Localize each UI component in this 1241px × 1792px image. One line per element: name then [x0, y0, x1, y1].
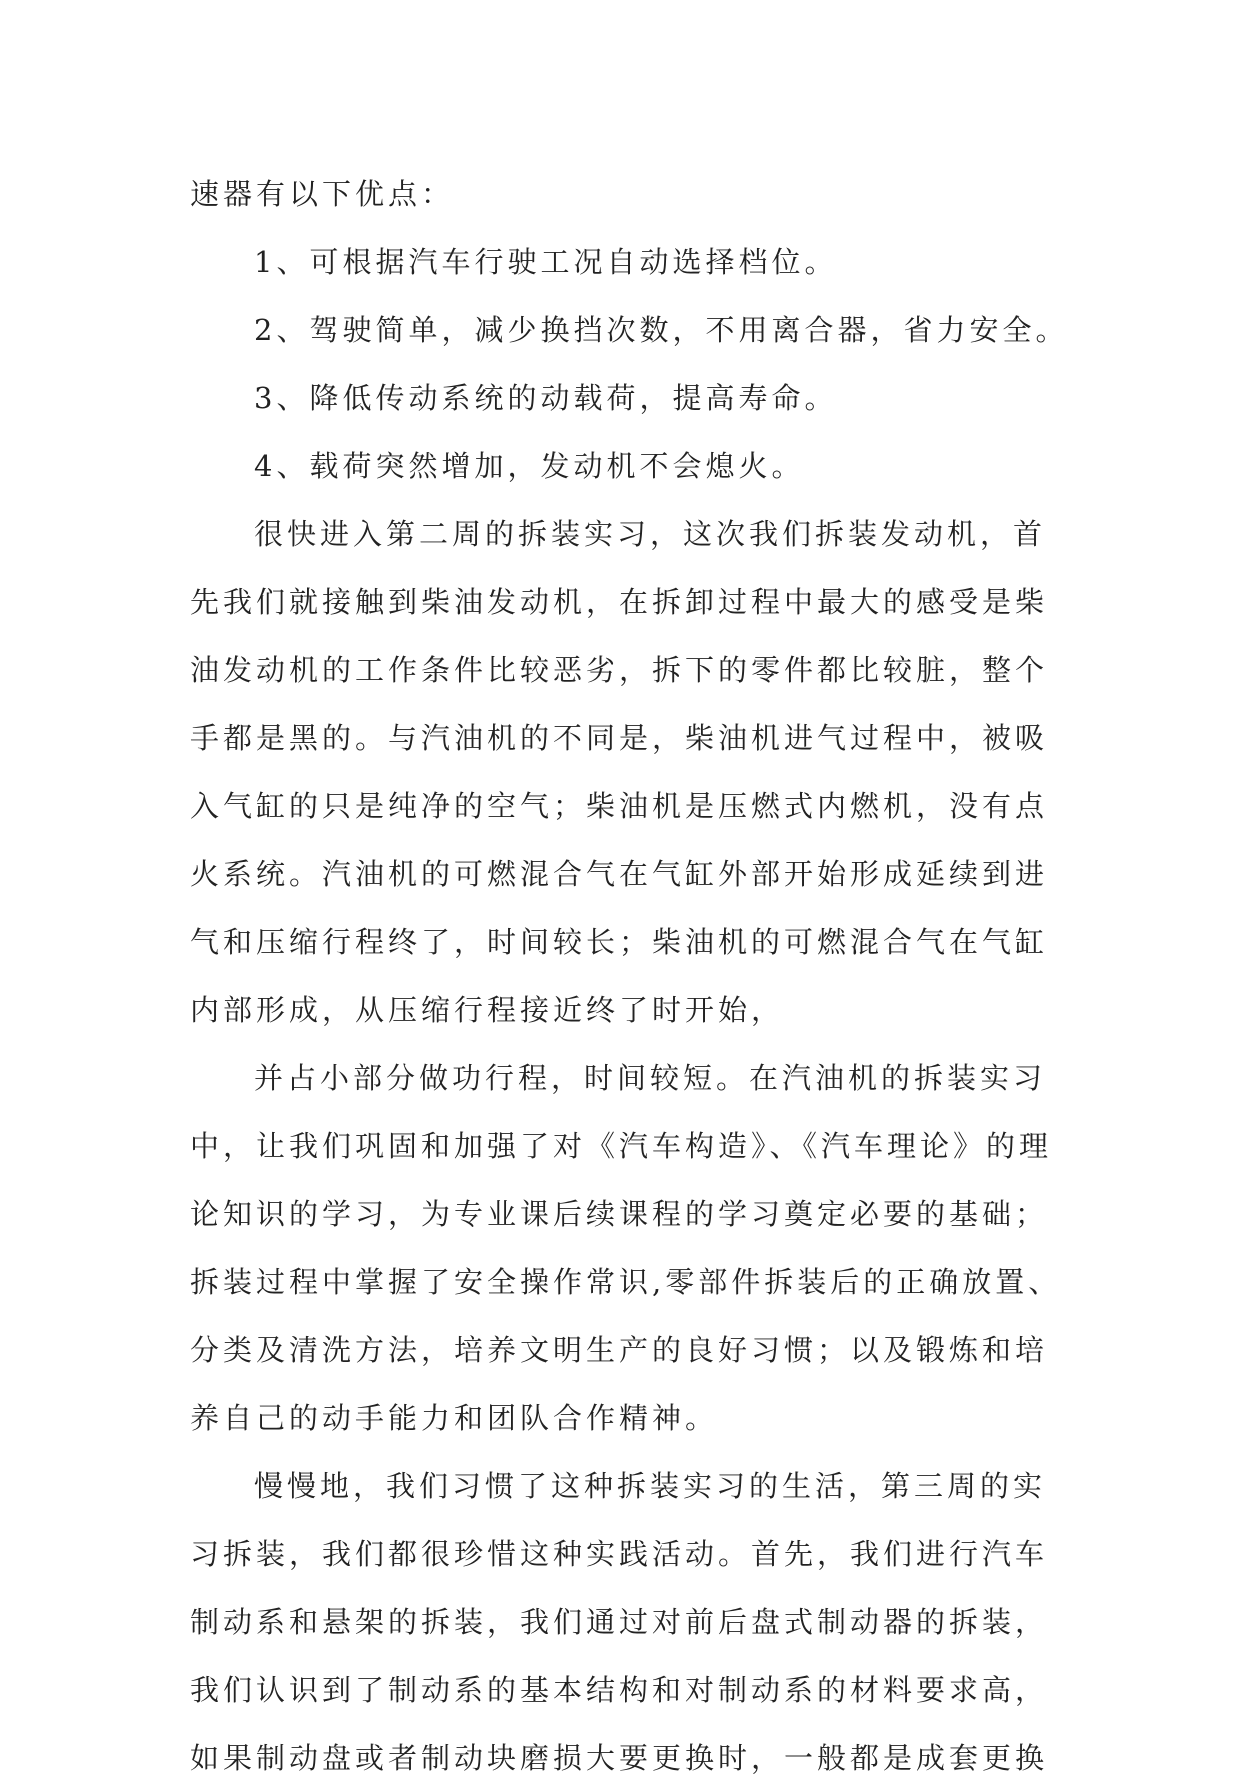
text-line: 拆装过程中掌握了安全操作常识,零部件拆装后的正确放置、	[190, 1265, 1062, 1299]
text-line: 如果制动盘或者制动块磨损大要更换时，一般都是成套更换	[190, 1741, 1049, 1775]
text-line: 分类及清洗方法，培养文明生产的良好习惯；以及锻炼和培	[190, 1333, 1049, 1367]
text-line: 我们认识到了制动系的基本结构和对制动系的材料要求高，	[190, 1673, 1049, 1707]
text-line: 气和压缩行程终了，时间较长；柴油机的可燃混合气在气缸	[190, 925, 1049, 959]
text-line: 4、载荷突然增加，发动机不会熄火。	[254, 449, 805, 483]
text-line: 油发动机的工作条件比较恶劣，拆下的零件都比较脏，整个	[190, 653, 1049, 687]
text-line: 中，让我们巩固和加强了对《汽车构造》、《汽车理论》的理	[190, 1129, 1053, 1163]
document-body	[190, 160, 1070, 1792]
text-line: 内部形成，从压缩行程接近终了时开始，	[190, 993, 785, 1027]
text-line: 2、驾驶简单，减少换挡次数，不用离合器，省力安全。	[254, 313, 1069, 347]
text-line: 火系统。汽油机的可燃混合气在气缸外部开始形成延续到进	[190, 857, 1049, 891]
text-line: 手都是黑的。与汽油机的不同是，柴油机进气过程中，被吸	[190, 721, 1049, 755]
text-line: 慢慢地，我们习惯了这种拆装实习的生活，第三周的实	[254, 1469, 1047, 1503]
text-line: 养自己的动手能力和团队合作精神。	[190, 1401, 719, 1435]
text-line: 入气缸的只是纯净的空气；柴油机是压燃式内燃机，没有点	[190, 789, 1049, 823]
text-line: 1、可根据汽车行驶工况自动选择档位。	[254, 245, 838, 279]
text-line: 制动系和悬架的拆装，我们通过对前后盘式制动器的拆装，	[190, 1605, 1049, 1639]
text-line: 先我们就接触到柴油发动机，在拆卸过程中最大的感受是柴	[190, 585, 1049, 619]
text-line: 习拆装，我们都很珍惜这种实践活动。首先，我们进行汽车	[190, 1537, 1049, 1571]
text-line: 速器有以下优点：	[190, 177, 455, 211]
text-line: 3、降低传动系统的动载荷，提高寿命。	[254, 381, 838, 415]
text-line: 论知识的学习，为专业课后续课程的学习奠定必要的基础；	[190, 1197, 1049, 1231]
text-line: 很快进入第二周的拆装实习，这次我们拆装发动机，首	[254, 517, 1047, 551]
text-line: 并占小部分做功行程，时间较短。在汽油机的拆装实习	[254, 1061, 1047, 1095]
